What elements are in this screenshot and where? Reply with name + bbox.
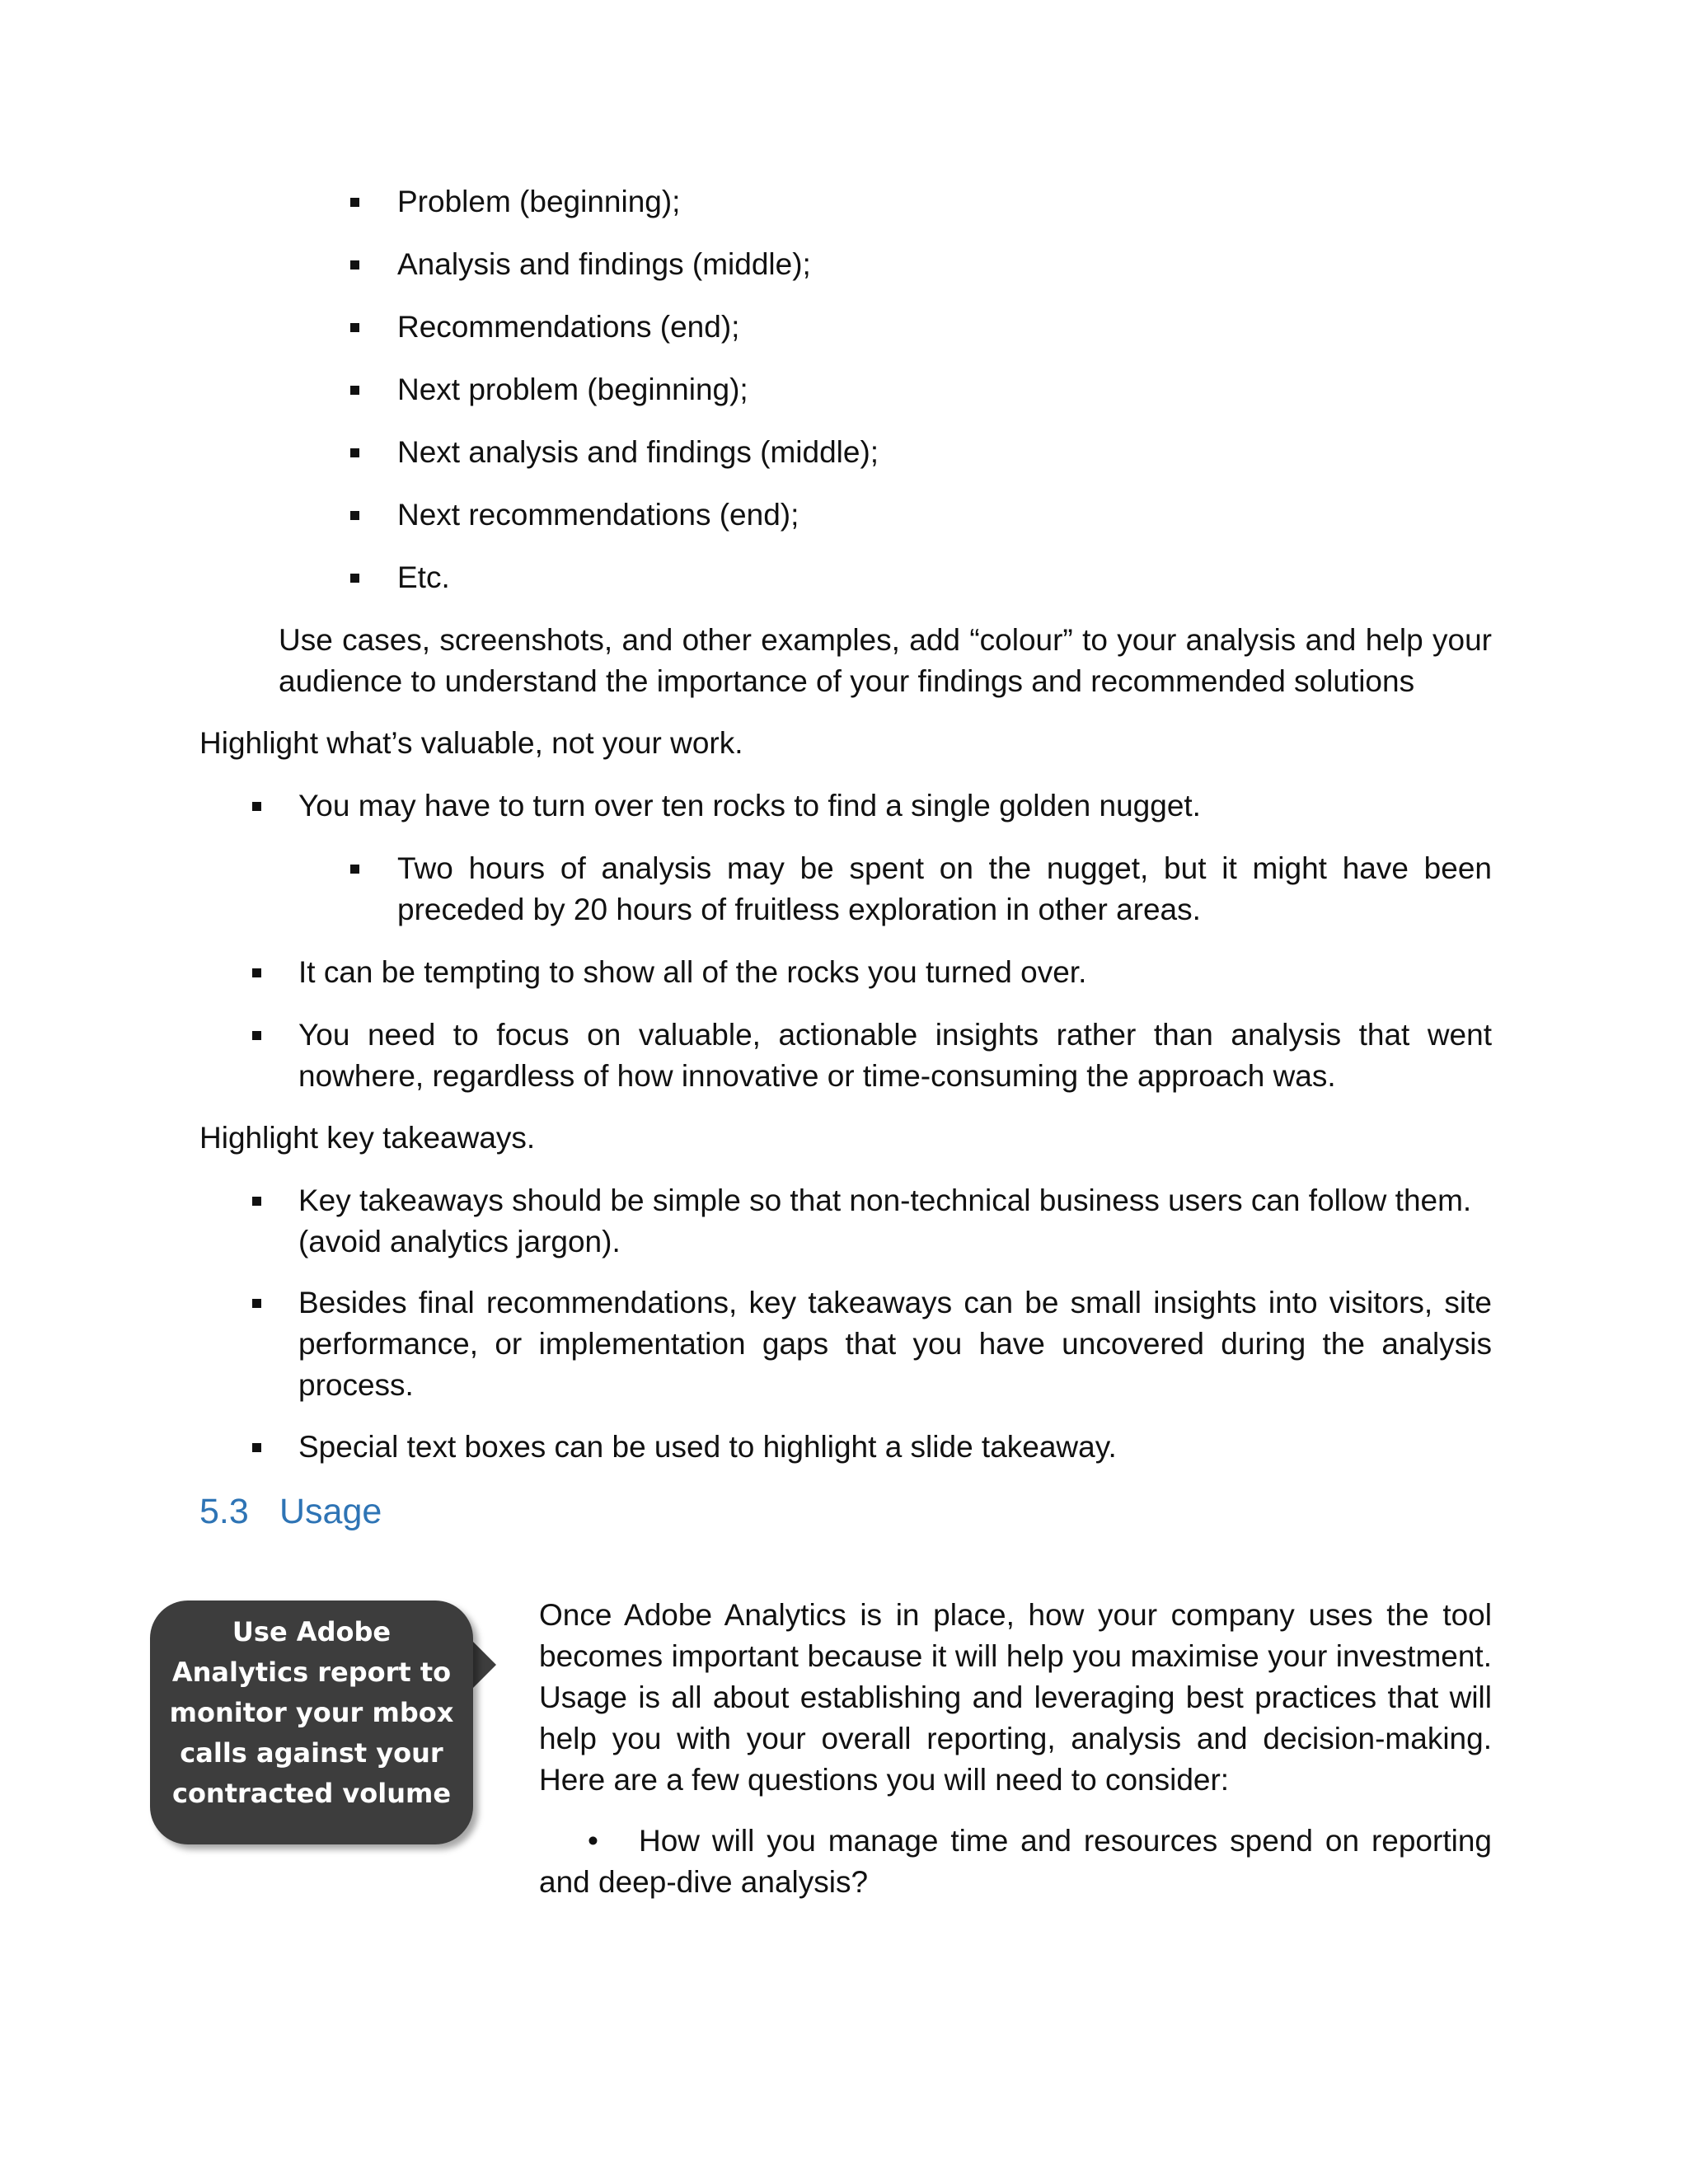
square-bullet-icon bbox=[350, 511, 359, 520]
callout-line: Analytics report to bbox=[171, 1657, 452, 1688]
list-item: Analysis and findings (middle); bbox=[397, 247, 811, 281]
sub-list-item: Two hours of analysis may be spent on the nugget, but it might have been preceded by 20 hours of fruitless exploration in other areas. bbox=[397, 851, 1492, 926]
list-item: Problem (beginning); bbox=[397, 185, 681, 218]
list-item-continuation: (avoid analytics jargon). bbox=[298, 1225, 621, 1258]
square-bullet-icon bbox=[350, 448, 359, 457]
section-heading-takeaways: Highlight key takeaways. bbox=[199, 1121, 536, 1155]
use-cases-paragraph: Use cases, screenshots, and other examples, add “colour” to your analysis and help your audience to understand the importance of your findings and recommended solutions bbox=[279, 623, 1492, 698]
section-title: Usage bbox=[279, 1492, 382, 1531]
list-item: Next analysis and findings (middle); bbox=[397, 435, 879, 469]
square-bullet-icon bbox=[252, 802, 261, 811]
callout-line: monitor your mbox bbox=[169, 1697, 454, 1728]
square-bullet-icon bbox=[350, 574, 359, 583]
square-bullet-icon bbox=[350, 198, 359, 207]
list-item: Special text boxes can be used to highlight a slide takeaway. bbox=[298, 1430, 1117, 1464]
square-bullet-icon bbox=[252, 1197, 261, 1206]
usage-paragraph: Once Adobe Analytics is in place, how your company uses the tool becomes important because it will help you maximise your investment. Usage is all about establishing and leveraging best practices that will help you with your overall reporting, analysis and decision-making. Here are a few questions you will need to consider: bbox=[539, 1598, 1492, 1797]
section-heading-usage bbox=[199, 1488, 382, 1535]
list-item: Next recommendations (end); bbox=[397, 498, 799, 532]
list-item: Etc. bbox=[397, 560, 450, 594]
callout-line: contracted volume bbox=[171, 1778, 452, 1809]
list-item: Besides final recommendations, key takeaways can be small insights into visitors, site performance, or implementation gaps that you have uncovered during the analysis process. bbox=[298, 1286, 1492, 1402]
list-item: It can be tempting to show all of the rocks you turned over. bbox=[298, 955, 1087, 989]
square-bullet-icon bbox=[252, 968, 261, 977]
round-bullet-icon: • bbox=[588, 1824, 598, 1858]
usage-question: How will you manage time and resources spend on reporting and deep-dive analysis? bbox=[539, 1824, 1492, 1899]
callout-line: calls against your bbox=[180, 1737, 443, 1769]
square-bullet-icon bbox=[350, 323, 359, 332]
list-item: Next problem (beginning); bbox=[397, 373, 748, 406]
square-bullet-icon bbox=[252, 1443, 261, 1452]
callout-box bbox=[150, 1601, 473, 1844]
section-heading-valuable: Highlight what’s valuable, not your work. bbox=[199, 726, 743, 760]
square-bullet-icon bbox=[252, 1299, 261, 1308]
list-item: You may have to turn over ten rocks to find a single golden nugget. bbox=[298, 789, 1201, 823]
list-item: Key takeaways should be simple so that non-technical business users can follow them. bbox=[298, 1183, 1472, 1217]
square-bullet-icon bbox=[350, 386, 359, 395]
section-number: 5.3 bbox=[199, 1492, 249, 1531]
square-bullet-icon bbox=[350, 865, 359, 874]
callout-pointer bbox=[471, 1640, 496, 1690]
square-bullet-icon bbox=[350, 260, 359, 269]
callout-line: Use Adobe bbox=[232, 1616, 392, 1647]
list-item: You need to focus on valuable, actionable insights rather than analysis that went nowhere, regardless of how innovative or time-consuming the approach was. bbox=[298, 1018, 1492, 1093]
square-bullet-icon bbox=[252, 1031, 261, 1040]
list-item: Recommendations (end); bbox=[397, 310, 740, 344]
